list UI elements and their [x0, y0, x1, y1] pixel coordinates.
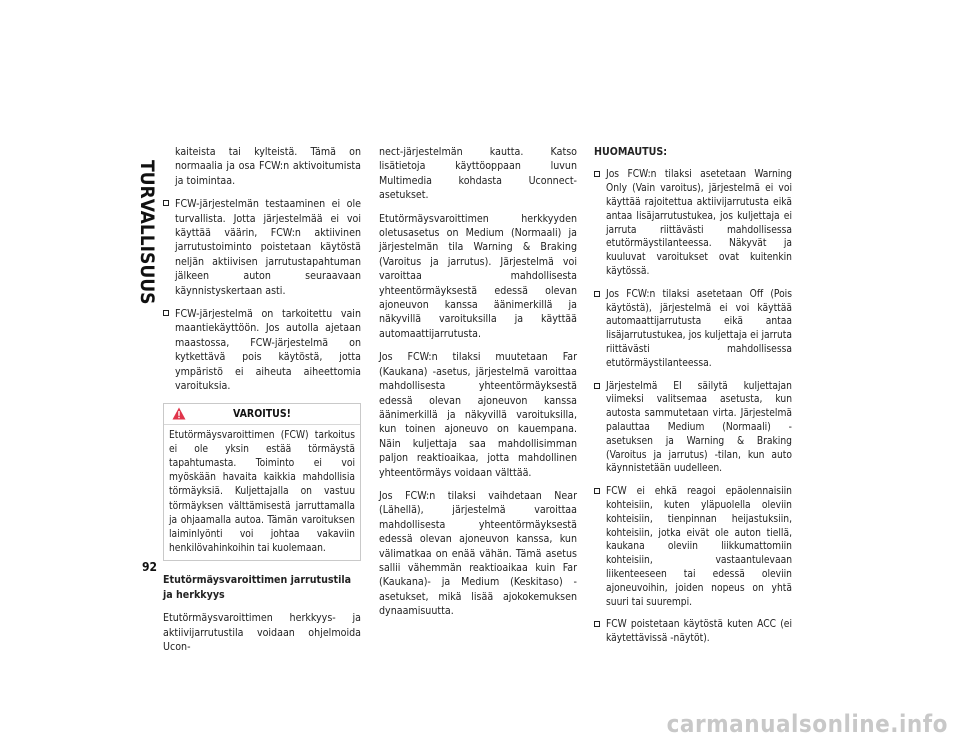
bullet-box-icon — [594, 488, 600, 494]
paragraph: nect-järjestelmän kautta. Katso lisätietoja käyttöoppaan luvun Multimedia kohdasta Uconnect-asetukset. — [379, 146, 577, 202]
list-item-text: Jos FCW:n tilaksi asetetaan Off (Pois käytöstä), järjestelmä ei voi käyttää automaattijarrutusta eikä antaa lisäjarrutustukea, jos kuljettaja ei jarruta riittävästi mahdollisessa etutörmäystilanteessa. — [606, 288, 792, 369]
list-item — [594, 288, 792, 371]
column-3 — [594, 145, 792, 655]
list-item-text: FCW ei ehkä reagoi epäolennaisiin kohteisiin, kuten yläpuolella oleviin kohteisiin, tienpinnan heijastuksiin, kohteisiin, jotka eivät ole auton tiellä, kaukana oleviin liikkumattomiin kohteisiin, vastaantulevaan liikenteeseen tai edessä oleviin ajoneuvoihin, joiden nopeus on yhtä suuri tai suurempi. — [606, 486, 792, 608]
list-item-text: FCW-järjestelmän testaaminen ei ole turvallista. Jotta järjestelmää ei voi käyttää väärin, FCW:n aktiivinen jarrutustoiminto poistetaan käytöstä neljän aktiivisen jarrutustapahtuman jälkeen auton seuraavaan käynnistyskertaan asti. — [175, 198, 361, 297]
warning-body: Etutörmäysvaroittimen (FCW) tarkoitus ei ole yksin estää törmäystä tapahtumasta. Toiminto ei voi myöskään havaita kaikkia mahdollisia törmäyksiä. Kuljettajalla on vastuu törmäyksen välttämisestä jarruttamalla ja ohjaamalla autoa. Tämän varoituksen laiminlyönti voi johtaa vakaviin henkilövahinkoihin tai kuolemaan. — [169, 429, 355, 555]
bullet-box-icon — [594, 291, 600, 297]
list-item-text: Jos FCW:n tilaksi asetetaan Warning Only (Vain varoitus), järjestelmä ei voi käyttää rajoitettua aktiivijarrutusta eikä antaa lisäjarrutustukea, jos kuljettaja ei jarruta riittävästi mahdollisessa etutörmäystilanteessa. Näkyvät ja kuuluvat varoitukset ovat kuitenkin käytössä. — [606, 169, 792, 277]
paragraph: Etutörmäysvaroittimen herkkyys- ja aktiivijarrutustila voidaan ohjelmoida Ucon- — [163, 612, 361, 653]
page-number: 92 — [142, 560, 158, 574]
bullet-box-icon — [163, 200, 169, 206]
watermark: carmanualsonline.info — [666, 710, 948, 738]
section-title-wrap — [134, 160, 158, 310]
paragraph: Jos FCW:n tilaksi vaihdetaan Near (Lähellä), järjestelmä varoittaa mahdollisesta yhteentörmäyksestä edessä olevan ajoneuvon kanssa, kun välimatkaa on enää vähän. Tämä asetus sallii vähemmän reaktioaikaa kuin Far (Kaukana)- ja Medium (Keskitaso) -asetukset, mikä lisää ajokokemuksen dynaamisuutta. — [379, 489, 577, 618]
list-item — [594, 618, 792, 646]
column-2 — [379, 145, 577, 628]
note-heading: HUOMAUTUS: — [594, 146, 668, 158]
continuation-text: kaiteista tai kylteistä. Tämä on normaalia ja osa FCW:n aktivoitumista ja toimintaa. — [175, 146, 361, 187]
bullet-box-icon — [594, 171, 600, 177]
list-item-text: Järjestelmä EI säilytä kuljettajan viimeksi valitsemaa asetusta, kun autosta sammutetaan virta. Järjestelmä palauttaa Medium (Normaali) -asetuksen ja Warning & Braking (Varoitus ja jarrutus) -tilan, kun auto käynnistetään uudelleen. — [606, 380, 792, 475]
warning-title: VAROITUS! — [233, 407, 291, 420]
list-item — [594, 380, 792, 477]
list-item — [594, 485, 792, 609]
list-item — [163, 197, 361, 298]
paragraph: Etutörmäysvaroittimen herkkyyden oletusasetus on Medium (Normaali) ja järjestelmän tila Warning & Braking (Varoitus ja jarrutus). Järjestelmä voi varoittaa mahdollisesta yhteentörmäyksestä edessä olevan ajoneuvon kanssa äänimerkillä ja näkyvillä varoituksilla ja käyttää automaattijarrutusta. — [379, 212, 577, 340]
list-item — [163, 307, 361, 393]
side-tab — [0, 0, 160, 720]
section-title: TURVALLISUUS — [136, 160, 158, 305]
list-item-text: FCW-järjestelmä on tarkoitettu vain maantiekäyttöön. Jos autolla ajetaan maastossa, FCW-järjestelmä on kytkettävä pois käytöstä, jotta ympäristö ei aiheuta aiheettomia varoituksia. — [175, 308, 361, 393]
bullet-box-icon — [163, 310, 169, 316]
warning-box — [163, 403, 361, 562]
column-1 — [163, 145, 361, 663]
warning-triangle-icon — [172, 407, 186, 420]
paragraph: Jos FCW:n tilaksi muutetaan Far (Kaukana) -asetus, järjestelmä varoittaa mahdollisesta yhteentörmäyksestä edessä olevan ajoneuvon kanssa äänimerkillä ja näkyvillä varoituksilla, kun toinen ajoneuvo on kauempana. Näin kuljettaja saa mahdollisimman paljon reaktioaikaa, jotta mahdollinen yhteentörmäys voidaan välttää. — [379, 351, 577, 479]
bullet-box-icon — [594, 383, 600, 389]
list-item — [594, 168, 792, 278]
bullet-box-icon — [594, 621, 600, 627]
warning-header — [164, 404, 360, 425]
section-heading: Etutörmäysvaroittimen jarrutustila ja herkkyys — [163, 574, 352, 601]
list-item-text: FCW poistetaan käytöstä kuten ACC (ei käytettävissä -näytöt). — [606, 619, 792, 645]
